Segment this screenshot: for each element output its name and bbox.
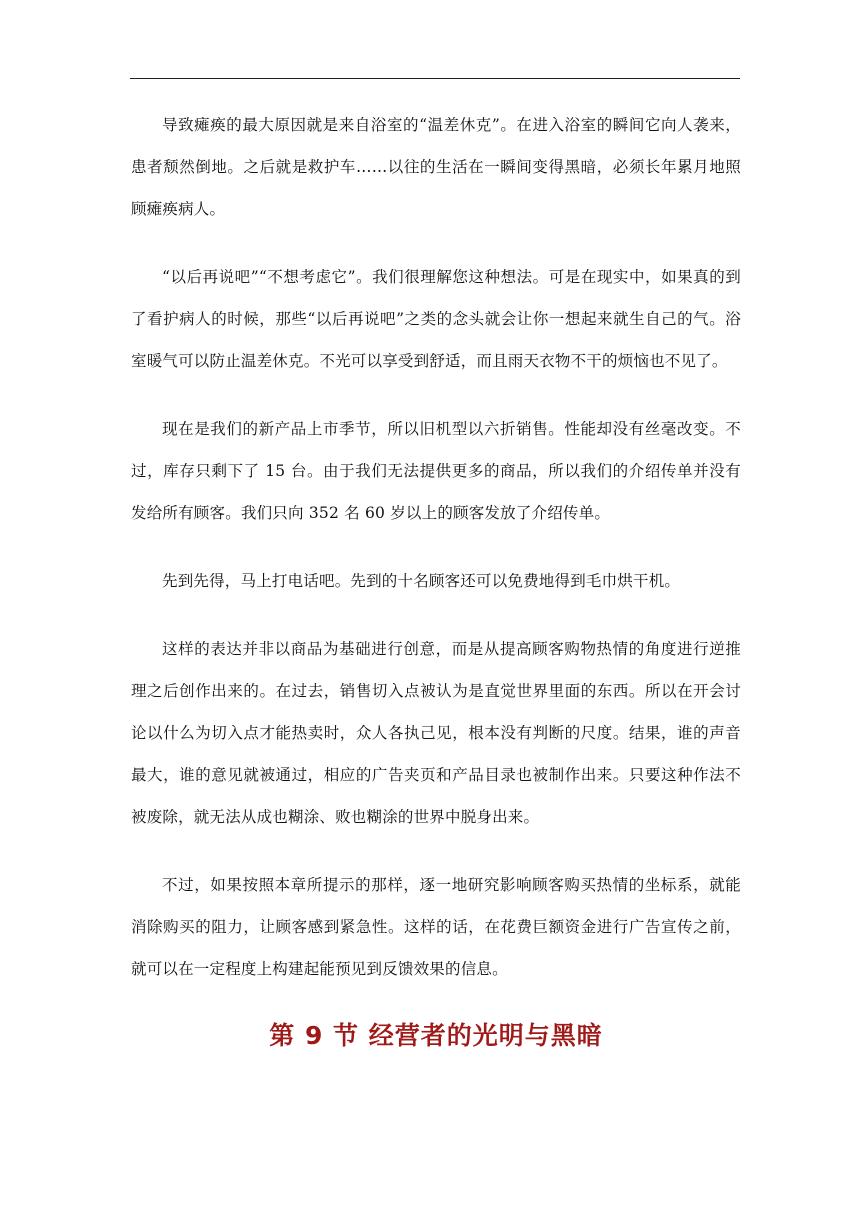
- header-rule: [130, 78, 740, 79]
- section-heading: 第 9 节 经营者的光明与黑暗: [269, 1021, 603, 1050]
- paragraph-6: 不过，如果按照本章所提示的那样，逐一地研究影响顾客购买热情的坐标系，就能消除购买的阻力，让顾客感到紧急性。这样的话，在花费巨额资金进行广告宣传之前，就可以在一定程度上构建起能预见到反馈效果的信息。: [131, 876, 741, 978]
- paragraph-1: 导致瘫痪的最大原因就是来自浴室的“温差休克”。在进入浴室的瞬间它向人袭来，患者颓然倒地。之后就是救护车……以往的生活在一瞬间变得黑暗，必须长年累月地照顾瘫痪病人。: [131, 116, 741, 218]
- paragraph-4: 先到先得，马上打电话吧。先到的十名顾客还可以免费地得到毛巾烘干机。: [162, 572, 681, 590]
- paragraph-5: 这样的表达并非以商品为基础进行创意，而是从提高顾客购物热情的角度进行逆推理之后创作出来的。在过去，销售切入点被认为是直觉世界里面的东西。所以在开会讨论以什么为切入点才能热卖时，众人各执己见，根本没有判断的尺度。结果，谁的声音最大，谁的意见就被通过，相应的广告夹页和产品目录也被制作出来。只要这种作法不被废除，就无法从成也糊涂、败也糊涂的世界中脱身出来。: [131, 640, 741, 826]
- paragraph-3: 现在是我们的新产品上市季节，所以旧机型以六折销售。性能却没有丝毫改变。不过，库存只剩下了 15 台。由于我们无法提供更多的商品，所以我们的介绍传单并没有发给所有顾客。我们只向 352 名 60 岁以上的顾客发放了介绍传单。: [131, 420, 741, 522]
- paragraph-2: “以后再说吧”“不想考虑它”。我们很理解您这种想法。可是在现实中，如果真的到了看护病人的时候，那些“以后再说吧”之类的念头就会让你一想起来就生自己的气。浴室暖气可以防止温差休克。不光可以享受到舒适，而且雨天衣物不干的烦恼也不见了。: [131, 268, 741, 370]
- document-body: [131, 104, 741, 1056]
